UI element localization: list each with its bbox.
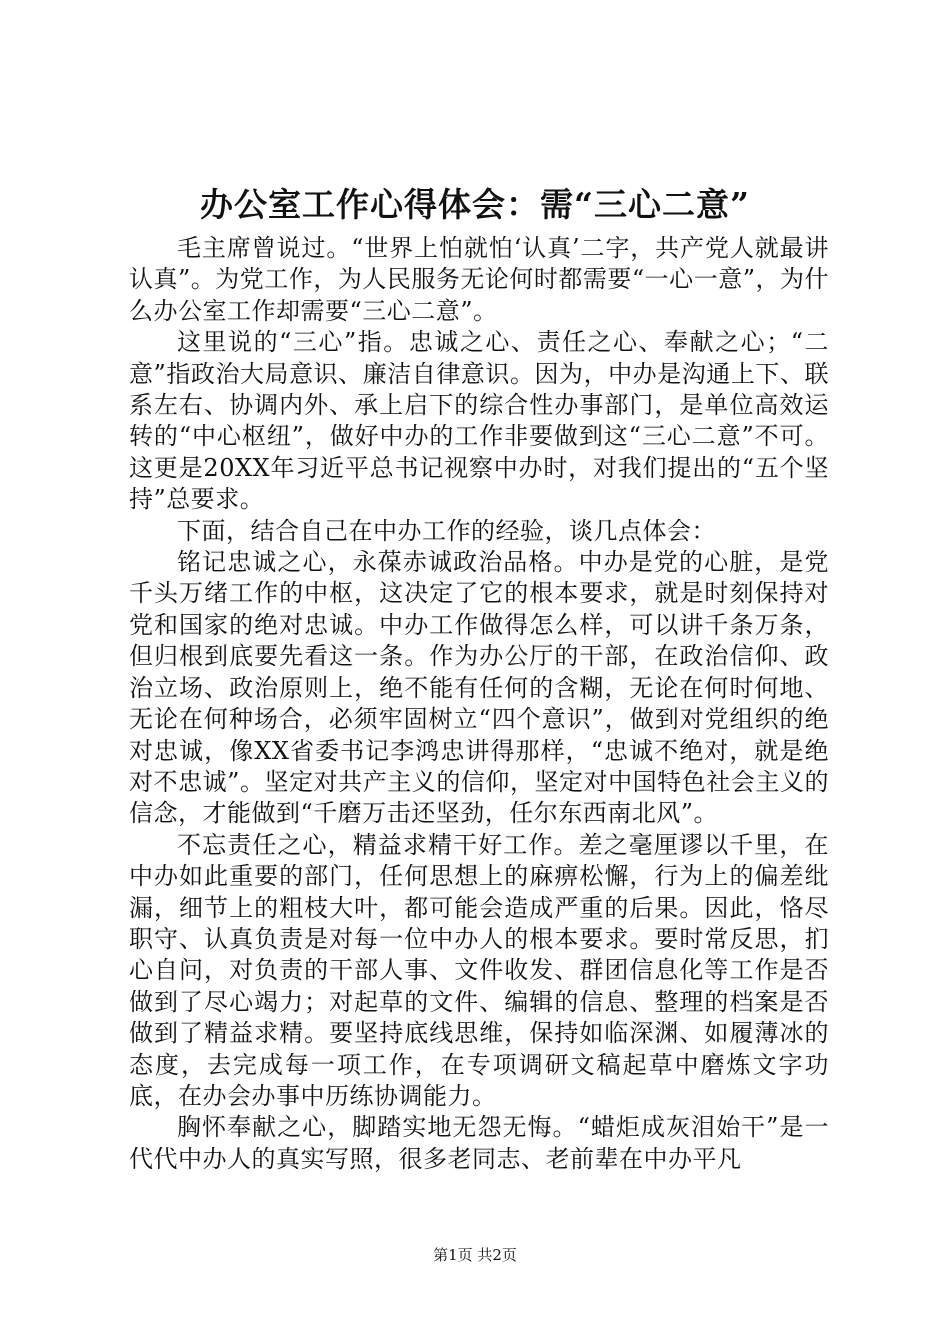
document-title: 办公室工作心得体会：需“三心二意” <box>200 185 750 224</box>
paragraph-2: 这里说的“三心”指。忠诚之心、责任之心、奉献之心；“二意”指政治大局意识、廉洁自律意识。因为，中办是沟通上下、联系左右、协调内外、承上启下的综合性办事部门，是单位高效运转的“中心枢纽”，做好中办的工作非要做到这“三心二意”不可。这更是20XX年习近平总书记视察中办时，对我们提出的“五个坚持”总要求。 <box>129 328 829 514</box>
document-body <box>129 233 829 1175</box>
page-number-footer: 第1页 共2页 <box>433 1246 517 1264</box>
paragraph-1: 毛主席曾说过。“世界上怕就怕‘认真’二字，共产党人就最讲认真”。为党工作，为人民服务无论何时都需要“一心一意”，为什么办公室工作却需要“三心二意”。 <box>129 234 829 325</box>
paragraph-6: 胸怀奉献之心，脚踏实地无怨无悔。“蜡炬成灰泪始干”是一代代中办人的真实写照，很多老同志、老前辈在中办平凡 <box>129 1113 829 1173</box>
paragraph-4: 铭记忠诚之心，永葆赤诚政治品格。中办是党的心脏，是党千头万绪工作的中枢，这决定了它的根本要求，就是时刻保持对党和国家的绝对忠诚。中办工作做得怎么样，可以讲千条万条，但归根到底要先看这一条。作为办公厅的干部，在政治信仰、政治立场、政治原则上，绝不能有任何的含糊，无论在何时何地、无论在何种场合，必须牢固树立“四个意识”，做到对党组织的绝对忠诚，像XX省委书记李鸿忠讲得那样，“忠诚不绝对，就是绝对不忠诚”。坚定对共产主义的信仰，坚定对中国特色社会主义的信念，才能做到“千磨万击还坚劲，任尔东西南北风”。 <box>129 548 829 828</box>
paragraph-5: 不忘责任之心，精益求精干好工作。差之毫厘谬以千里，在中办如此重要的部门，任何思想上的麻痹松懈，行为上的偏差纰漏，细节上的粗枝大叶，都可能会造成严重的后果。因此，恪尽职守、认真负责是对每一位中办人的根本要求。要时常反思，扪心自问，对负责的干部人事、文件收发、群团信息化等工作是否做到了尽心竭力；对起草的文件、编辑的信息、整理的档案是否做到了精益求精。要坚持底线思维，保持如临深渊、如履薄冰的态度，去完成每一项工作，在专项调研文稿起草中磨炼文字功底，在办会办事中历练协调能力。 <box>129 830 829 1110</box>
paragraph-3: 下面，结合自己在中办工作的经验，谈几点体会： <box>177 516 716 545</box>
